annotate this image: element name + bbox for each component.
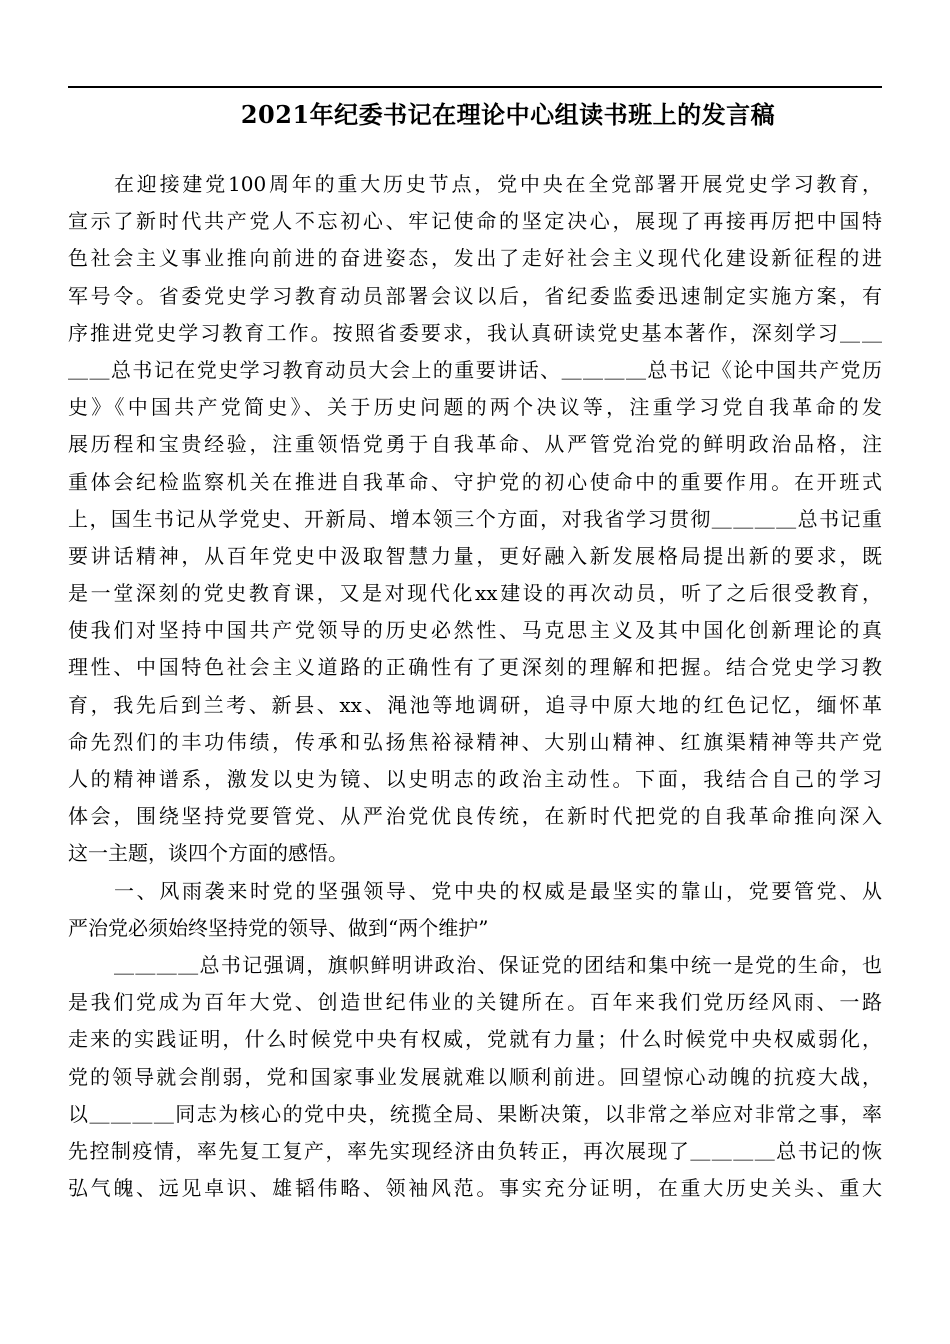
text-line: 一、风雨袭来时党的坚强领导、党中央的权威是最坚实的靠山，党要管党、从 bbox=[114, 878, 882, 903]
text-line: 军号令。省委党史学习教育动员部署会议以后，省纪委监委迅速制定实施方案，有 bbox=[68, 283, 882, 308]
text-line: 体会，围绕坚持党要管党、从严治党优良传统，在新时代把党的自我革命推向深入 bbox=[68, 804, 882, 829]
text-line: 史》《中国共产党简史》、关于历史问题的两个决议等，注重学习党自我革命的发 bbox=[68, 395, 882, 420]
text-line: ＿＿＿＿总书记强调，旗帜鲜明讲政治、保证党的团结和集中统一是党的生命，也 bbox=[114, 952, 882, 977]
text-line: ＿＿总书记在党史学习教育动员大会上的重要讲话、＿＿＿＿总书记《论中国共产党历 bbox=[68, 357, 882, 382]
text-line: 要讲话精神，从百年党史中汲取智慧力量，更好融入新发展格局提出新的要求，既 bbox=[68, 543, 882, 568]
document-title: 2021年纪委书记在理论中心组读书班上的发言稿 bbox=[240, 100, 776, 129]
text-line: 育，我先后到兰考、新县、xx、渑池等地调研，追寻中原大地的红色记忆，缅怀革 bbox=[68, 692, 882, 717]
text-line: 命先烈们的丰功伟绩，传承和弘扬焦裕禄精神、大别山精神、红旗渠精神等共产党 bbox=[68, 729, 882, 754]
header-rule bbox=[68, 86, 882, 88]
text-line: 人的精神谱系，激发以史为镜、以史明志的政治主动性。下面，我结合自己的学习 bbox=[68, 767, 882, 791]
text-line: 上，国生书记从学党史、开新局、增本领三个方面，对我省学习贯彻＿＿＿＿总书记重 bbox=[68, 506, 882, 531]
text-line: 重体会纪检监察机关在推进自我革命、守护党的初心使命中的重要作用。在开班式 bbox=[68, 469, 882, 494]
text-line: 这一主题，谈四个方面的感悟。 bbox=[68, 841, 348, 866]
text-line: 宣示了新时代共产党人不忘初心、牢记使命的坚定决心，展现了再接再厉把中国特 bbox=[68, 209, 882, 234]
text-line: 是一堂深刻的党史教育课，又是对现代化xx建设的再次动员，听了之后很受教育， bbox=[68, 581, 882, 606]
text-line: 党的领导就会削弱，党和国家事业发展就难以顺利前进。回望惊心动魄的抗疫大战， bbox=[68, 1064, 882, 1089]
text-line: 使我们对坚持中国共产党领导的历史必然性、马克思主义及其中国化创新理论的真 bbox=[68, 618, 882, 643]
text-line: 在迎接建党100周年的重大历史节点，党中央在全党部署开展党史学习教育， bbox=[114, 172, 882, 196]
text-line: 是我们党成为百年大党、创造世纪伟业的关键所在。百年来我们党历经风雨、一路 bbox=[68, 990, 882, 1015]
text-line: 色社会主义事业推向前进的奋进姿态，发出了走好社会主义现代化建设新征程的进 bbox=[68, 246, 882, 271]
document-body bbox=[68, 166, 882, 1207]
text-line: 展历程和宝贵经验，注重领悟党勇于自我革命、从严管党治党的鲜明政治品格，注 bbox=[68, 432, 882, 457]
text-line: 先控制疫情，率先复工复产，率先实现经济由负转正，再次展现了＿＿＿＿总书记的恢 bbox=[68, 1138, 882, 1163]
text-line: 序推进党史学习教育工作。按照省委要求，我认真研读党史基本著作，深刻学习＿＿ bbox=[68, 320, 882, 345]
text-line: 弘气魄、远见卓识、雄韬伟略、领袖风范。事实充分证明，在重大历史关头、重大 bbox=[68, 1176, 882, 1201]
text-line: 以＿＿＿＿同志为核心的党中央，统揽全局、果断决策，以非常之举应对非常之事，率 bbox=[68, 1101, 882, 1126]
text-line: 理性、中国特色社会主义道路的正确性有了更深刻的理解和把握。结合党史学习教 bbox=[68, 655, 882, 680]
text-line: 严治党必须始终坚持党的领导、做到“两个维护” bbox=[68, 915, 489, 940]
text-line: 走来的实践证明，什么时候党中央有权威，党就有力量；什么时候党中央权威弱化， bbox=[68, 1027, 882, 1052]
